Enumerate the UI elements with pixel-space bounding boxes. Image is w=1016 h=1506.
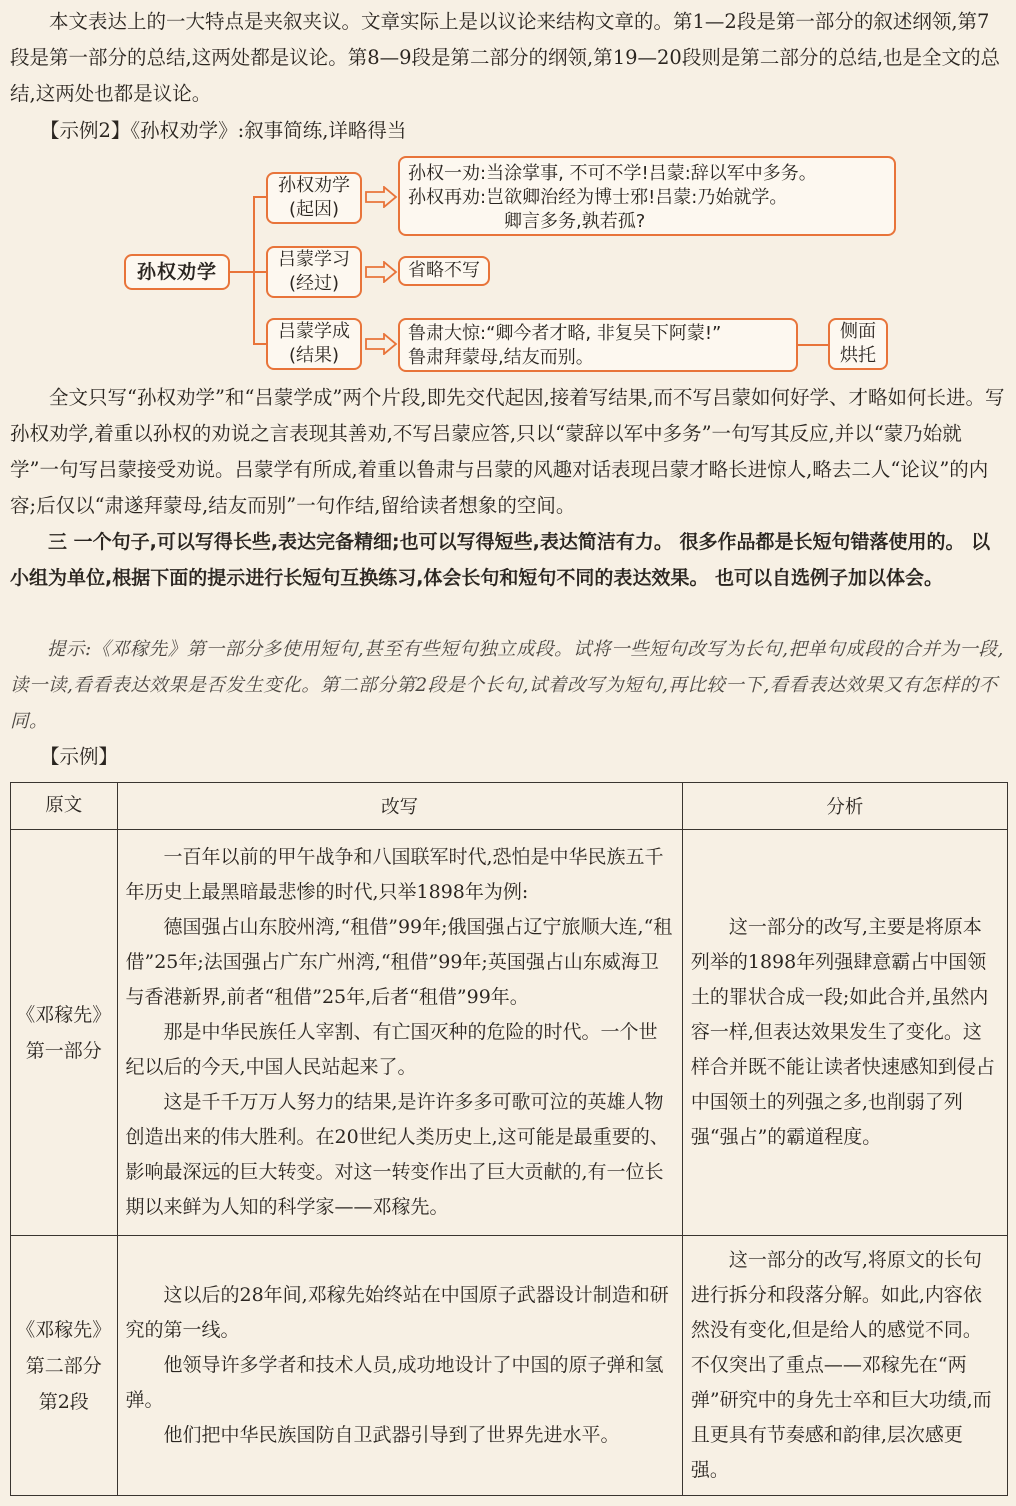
original-line: 《邓稼先》 [16, 1318, 112, 1341]
table-row [11, 1236, 1008, 1496]
original-cell [11, 830, 118, 1236]
branch-label: 吕蒙学成 [278, 321, 350, 342]
header-rewrite: 改写 [117, 783, 682, 830]
header-analysis: 分析 [682, 783, 1007, 830]
side-note-line: 烘托 [840, 345, 876, 366]
table-header-row [11, 783, 1008, 830]
branch-process-box [266, 246, 362, 298]
comparison-table [10, 782, 1008, 1496]
rewrite-cell [117, 1236, 682, 1496]
analysis-paragraph: 全文只写“孙权劝学”和“吕蒙学成”两个片段,即先交代起因,接着写结果,而不写吕蒙如何好学、才略如何长进。写孙权劝学,着重以孙权的劝说之言表现其善劝,不写吕蒙应答,只以“蒙辞以军中多务”一句写其反应,并以“蒙乃始就学”一句写吕蒙接受劝说。吕蒙学有所成,着重以鲁肃与吕蒙的风趣对话表现吕蒙才略长进惊人,略去二人“论议”的内容;后仅以“肃遂拜蒙母,结友而别”一句作结,留给读者想象的空间。 [10, 386, 1005, 517]
header-original: 原文 [11, 783, 118, 830]
arrow-right-icon [364, 261, 398, 283]
example-label: 【示例】 [40, 745, 119, 768]
detail-line: 鲁肃拜蒙母,结友而别。 [408, 347, 594, 368]
branch-sublabel: (经过) [288, 273, 340, 294]
original-line: 第二部分 [25, 1354, 102, 1377]
example2-title: 【示例2】《孙权劝学》:叙事简练,详略得当 [40, 119, 407, 142]
detail-line: 卿言多务,孰若孤? [504, 211, 646, 232]
arrow-right-icon [364, 333, 398, 355]
rewrite-paragraph: 那是中华民族任人宰割、有亡国灭种的危险的时代。一个世纪以后的今天,中国人民站起来了。 [125, 1021, 658, 1078]
rewrite-paragraph: 他们把中华民族国防自卫武器引导到了世界先进水平。 [163, 1424, 620, 1446]
connector-line [253, 271, 267, 273]
rewrite-paragraph: 一百年以前的甲午战争和八国联军时代,恐怕是中华民族五千年历史上最黑暗最悲惨的时代,只举1898年为例: [125, 846, 664, 903]
connector-line [253, 196, 267, 198]
detail-line: 孙权再劝:岂欲卿治经为博士邪!吕蒙:乃始就学。 [408, 187, 788, 208]
branch-cause-box [266, 172, 362, 224]
connector-line [253, 196, 255, 344]
analysis-cell [682, 830, 1007, 1236]
rewrite-paragraph: 他领导许多学者和技术人员,成功地设计了中国的原子弹和氢弹。 [125, 1354, 664, 1411]
intro-paragraph: 本文表达上的一大特点是夹叙夹议。文章实际上是以议论来结构文章的。第1—2段是第一部分的叙述纲领,第7段是第一部分的总结,这两处都是议论。第8—9段是第二部分的纲领,第19—20段则是第二部分的总结,也是全文的总结,这两处也都是议论。 [10, 10, 1001, 105]
task3-paragraph: 三 一个句子,可以写得长些,表达完备精细;也可以写得短些,表达简洁有力。 很多作品都是长短句错落使用的。 以小组为单位,根据下面的提示进行长短句互换练习,体会长句和短句不同的表达效果。 也可以自选例子加以体会。 [10, 531, 991, 589]
branch-result-detail-box [398, 318, 798, 372]
branch-process-detail-box: 省略不写 [398, 256, 490, 286]
connector-line [253, 343, 267, 345]
original-line: 《邓稼先》 [16, 1003, 112, 1026]
rewrite-cell [117, 830, 682, 1236]
detail-line: 孙权一劝:当涂掌事, 不可不学!吕蒙:辞以军中多务。 [408, 163, 817, 184]
connector-line [230, 271, 254, 273]
side-note-box [828, 318, 888, 370]
branch-result-box [266, 318, 362, 370]
analysis-text: 这一部分的改写,将原文的长句进行拆分和段落分解。如此,内容依然没有变化,但是给人的感觉不同。不仅突出了重点——邓稼先在“两弹”研究中的身先士卒和巨大功绩,而且更具有节奏感和韵律,层次感更强。 [690, 1249, 992, 1481]
rewrite-paragraph: 德国强占山东胶州湾,“租借”99年;俄国强占辽宁旅顺大连,“租借”25年;法国强占广东广州湾,“租借”99年;英国强占山东威海卫与香港新界,前者“租借”25年,后者“租借”99年。 [125, 916, 673, 1008]
hint-paragraph: 提示:《邓稼先》第一部分多使用短句,甚至有些短句独立成段。试将一些短句改写为长句,把单句成段的合并为一段,读一读,看看表达效果是否发生变化。第二部分第2段是个长句,试着改写为短句,再比较一下,看看表达效果又有怎样的不同。 [10, 639, 1004, 732]
diagram-center-box: 孙权劝学 [124, 254, 230, 290]
branch-sublabel: (结果) [288, 345, 340, 366]
rewrite-paragraph: 这是千千万万人努力的结果,是许许多多可歌可泣的英雄人物创造出来的伟大胜利。在20世纪人类历史上,这可能是最重要的、影响最深远的巨大转变。对这一转变作出了巨大贡献的,有一位长期以来鲜为人知的科学家——邓稼先。 [125, 1091, 669, 1218]
original-cell [11, 1236, 118, 1496]
branch-sublabel: (起因) [288, 199, 340, 220]
table-row [11, 830, 1008, 1236]
original-line: 第一部分 [25, 1039, 102, 1062]
arrow-right-icon [364, 186, 398, 208]
branch-label: 孙权劝学 [278, 175, 350, 196]
side-note-line: 侧面 [840, 321, 876, 342]
rewrite-paragraph: 这以后的28年间,邓稼先始终站在中国原子武器设计制造和研究的第一线。 [125, 1284, 669, 1341]
branch-label: 吕蒙学习 [278, 249, 350, 270]
original-line: 第2段 [38, 1390, 89, 1413]
connector-line [798, 344, 828, 346]
detail-line: 鲁肃大惊:“卿今者才略, 非复吴下阿蒙!” [408, 323, 722, 344]
analysis-text: 这一部分的改写,主要是将原本列举的1898年列强肆意霸占中国领土的罪状合成一段;如此合并,虽然内容一样,但表达效果发生了变化。这样合并既不能让读者快速感知到侵占中国领土的列强之多,也削弱了列强“强占”的霸道程度。 [690, 916, 995, 1148]
analysis-cell [682, 1236, 1007, 1496]
branch-cause-detail-box [398, 156, 896, 236]
